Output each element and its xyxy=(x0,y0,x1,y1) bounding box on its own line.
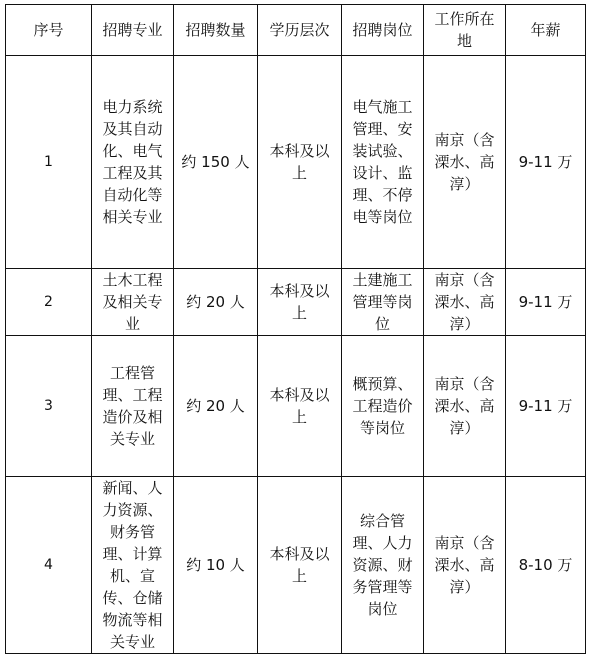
cell-salary: 9-11 万 xyxy=(506,269,586,336)
cell-position: 概预算、工程造价等岗位 xyxy=(342,336,424,477)
table-row xyxy=(6,56,586,269)
cell-position: 土建施工管理等岗位 xyxy=(342,269,424,336)
header-major: 招聘专业 xyxy=(92,5,174,56)
cell-major: 电力系统及其自动化、电气工程及其自动化等相关专业 xyxy=(92,56,174,269)
cell-education: 本科及以上 xyxy=(258,336,342,477)
cell-index: 2 xyxy=(6,269,92,336)
cell-salary: 9-11 万 xyxy=(506,336,586,477)
header-position: 招聘岗位 xyxy=(342,5,424,56)
cell-location: 南京（含溧水、高淳） xyxy=(424,477,506,654)
table-row xyxy=(6,336,586,477)
cell-salary: 8-10 万 xyxy=(506,477,586,654)
cell-index: 3 xyxy=(6,336,92,477)
cell-location: 南京（含溧水、高淳） xyxy=(424,56,506,269)
cell-education: 本科及以上 xyxy=(258,477,342,654)
header-quantity: 招聘数量 xyxy=(174,5,258,56)
cell-index: 1 xyxy=(6,56,92,269)
cell-major: 土木工程及相关专业 xyxy=(92,269,174,336)
table-row xyxy=(6,269,586,336)
table-row xyxy=(6,477,586,654)
header-location: 工作所在地 xyxy=(424,5,506,56)
cell-major: 新闻、人力资源、财务管理、计算机、宣传、仓储物流等相关专业 xyxy=(92,477,174,654)
cell-education: 本科及以上 xyxy=(258,56,342,269)
cell-major: 工程管理、工程造价及相关专业 xyxy=(92,336,174,477)
cell-index: 4 xyxy=(6,477,92,654)
header-salary: 年薪 xyxy=(506,5,586,56)
recruitment-table xyxy=(5,4,586,654)
cell-position: 电气施工管理、安装试验、设计、监理、不停电等岗位 xyxy=(342,56,424,269)
cell-quantity: 约 150 人 xyxy=(174,56,258,269)
cell-quantity: 约 20 人 xyxy=(174,269,258,336)
cell-location: 南京（含溧水、高淳） xyxy=(424,336,506,477)
cell-quantity: 约 10 人 xyxy=(174,477,258,654)
cell-position: 综合管理、人力资源、财务管理等岗位 xyxy=(342,477,424,654)
cell-quantity: 约 20 人 xyxy=(174,336,258,477)
cell-location: 南京（含溧水、高淳） xyxy=(424,269,506,336)
table-header-row xyxy=(6,5,586,56)
header-index: 序号 xyxy=(6,5,92,56)
cell-education: 本科及以上 xyxy=(258,269,342,336)
cell-salary: 9-11 万 xyxy=(506,56,586,269)
header-education: 学历层次 xyxy=(258,5,342,56)
